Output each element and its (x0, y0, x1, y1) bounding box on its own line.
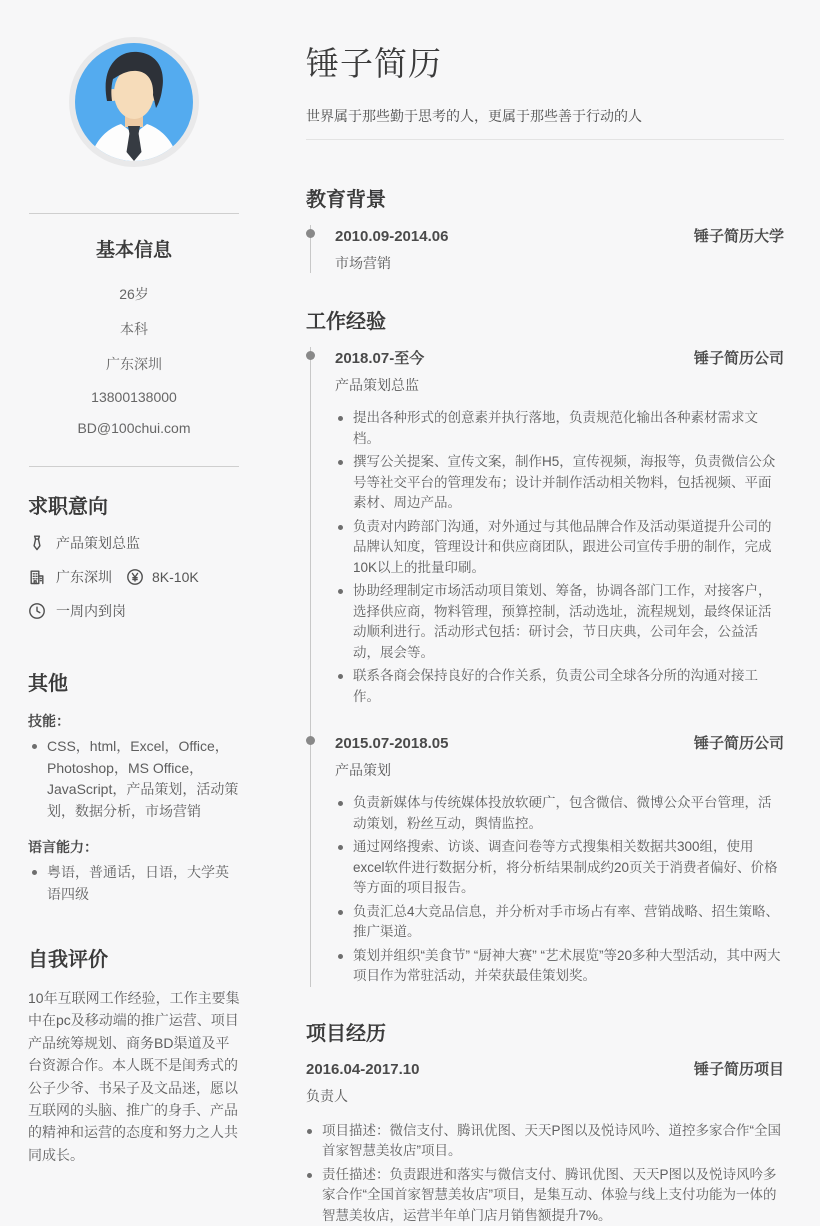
intention-salary-pair (126, 568, 199, 586)
self-evaluation-section (28, 943, 240, 1166)
entry-bullets (335, 793, 784, 987)
main-content (306, 0, 784, 1160)
work-timeline (310, 347, 784, 987)
clock-icon (28, 602, 46, 620)
intention-availability-row (28, 601, 240, 621)
other-title: 其他 (28, 667, 240, 696)
education-timeline (310, 225, 784, 273)
intention-salary: 8K-10K (152, 569, 199, 585)
work-title: 工作经验 (306, 305, 784, 334)
avatar (28, 0, 240, 167)
self-evaluation-title: 自我评价 (28, 943, 240, 972)
bullet-item: 通过网络搜索、访谈、调查问卷等方式搜集相关数据共300组，使用excel软件进行数据分析，将分析结果制成约20页关于消费者偏好、价格等方面的项目报告。 (335, 837, 784, 899)
basic-info-section (28, 235, 240, 436)
intention-city: 广东深圳 (56, 567, 112, 587)
basic-info-title: 基本信息 (28, 235, 240, 262)
work-section (306, 305, 784, 987)
bullet-item: 联系各商会保持良好的合作关系，负责公司全球各分所的沟通对接工作。 (335, 666, 784, 707)
job-intention-section (28, 490, 240, 621)
page-title: 锤子简历 (306, 38, 784, 85)
entry-period: 2015.07-2018.05 (335, 735, 448, 752)
project-title: 项目经历 (306, 1017, 784, 1046)
entry-head (335, 225, 784, 246)
entry-role: 负责人 (306, 1086, 784, 1106)
bullet-item: 协助经理制定市场活动项目策划、筹备，协调各部门工作，对接客户，选择供应商，物料管理，预算控制，活动选址，流程规划，最终保证活动顺利进行。活动形式包括：研讨会，节日庆典，公司年会，公益活动，展会等。 (335, 581, 784, 663)
entry-major: 市场营销 (335, 253, 784, 273)
bullet-item: 撰写公关提案、宣传文案，制作H5，宣传视频，海报等，负责微信公众号等社交平台的管理发布；设计并制作活动相关物料，包括视频、平面素材、周边产品。 (335, 452, 784, 514)
entry-role: 产品策划 (335, 760, 784, 780)
entry-org: 锤子简历公司 (694, 347, 784, 368)
bullet-item: 策划并组织“美食节” “厨神大赛” “艺术展览”等20多种大型活动，其中两大项目作为常驻活动，并荣获最佳策划奖。 (335, 946, 784, 987)
entry-head (306, 1058, 784, 1079)
other-section (28, 667, 240, 905)
entry-period: 2010.09-2014.06 (335, 228, 448, 245)
bullet-item: 责任描述：负责跟进和落实与微信支付、腾讯优图、天天P图以及悦诗风吟多家合作“全国首家智慧美妆店”项目，是集互动、体验与线上支付功能为一体的智慧美妆店，运营半年单门店月销售额提升7%。 (306, 1165, 784, 1226)
divider (29, 466, 239, 467)
self-evaluation-text: 10年互联网工作经验，工作主要集中在pc及移动端的推广运营、项目产品统筹规划、商务BD渠道及平台资源合作。本人既不是闺秀式的公子少爷、书呆子及文品迷，愿以互联网的头脑、推广的身手、产品的精神和运营的态度和努力之人共同成长。 (28, 987, 240, 1166)
education-entry (310, 225, 784, 273)
info-email: BD@100chui.com (28, 420, 240, 436)
intention-availability: 一周内到岗 (56, 601, 126, 621)
entry-period: 2016.04-2017.10 (306, 1061, 419, 1078)
job-intention-title: 求职意向 (28, 490, 240, 519)
bullet-item: 提出各种形式的创意素并执行落地，负责规范化输出各种素材需求文档。 (335, 408, 784, 449)
project-entry (306, 1058, 784, 1226)
education-section (306, 183, 784, 273)
work-entry (310, 732, 784, 987)
language-item: 粤语，普通话，日语，大学英语四级 (28, 862, 240, 905)
entry-head (335, 347, 784, 368)
bullet-item: 负责对内跨部门沟通，对外通过与其他品牌合作及活动渠道提升公司的品牌认知度，管理设计和供应商团队，跟进公司宣传手册的制作，完成10K以上的批量印刷。 (335, 517, 784, 579)
entry-bullets (335, 408, 784, 707)
intention-position-row (28, 533, 240, 553)
bullet-item: 负责新媒体与传统媒体投放软硬广，包含微信、微博公众平台管理，活动策划，粉丝互动，舆情监控。 (335, 793, 784, 834)
entry-org: 锤子简历公司 (694, 732, 784, 753)
avatar-image (69, 37, 199, 167)
project-section (306, 1017, 784, 1226)
info-degree: 本科 (28, 319, 240, 339)
salary-yen-icon (126, 568, 144, 586)
skills-label: 技能： (28, 711, 240, 731)
skills-item: CSS，html，Excel，Office，Photoshop，MS Office，JavaScript，产品策划，活动策划，数据分析，市场营销 (28, 736, 240, 822)
entry-org: 锤子简历大学 (694, 225, 784, 246)
language-label: 语言能力： (28, 837, 240, 857)
info-age: 26岁 (28, 284, 240, 304)
bullet-item: 项目描述：微信支付、腾讯优图、天天P图以及悦诗风吟、道控多家合作“全国首家智慧美妆店”项目。 (306, 1121, 784, 1162)
divider (29, 213, 239, 214)
sidebar (28, 0, 240, 1160)
info-phone: 13800138000 (28, 389, 240, 405)
entry-bullets (306, 1121, 784, 1226)
basic-info-list (28, 284, 240, 436)
education-title: 教育背景 (306, 183, 784, 212)
entry-org: 锤子简历项目 (694, 1058, 784, 1079)
page-subtitle: 世界属于那些勤于思考的人，更属于那些善于行动的人 (306, 106, 784, 140)
intention-position: 产品策划总监 (56, 533, 140, 553)
bullet-item: 负责汇总4大竞品信息，并分析对手市场占有率、营销战略、招生策略、推广渠道。 (335, 902, 784, 943)
entry-role: 产品策划总监 (335, 375, 784, 395)
info-location: 广东深圳 (28, 354, 240, 374)
intention-city-salary-row (28, 567, 240, 587)
work-entry (310, 347, 784, 732)
entry-head (335, 732, 784, 753)
building-icon (28, 568, 46, 586)
tie-icon (28, 534, 46, 552)
entry-period: 2018.07-至今 (335, 347, 424, 368)
